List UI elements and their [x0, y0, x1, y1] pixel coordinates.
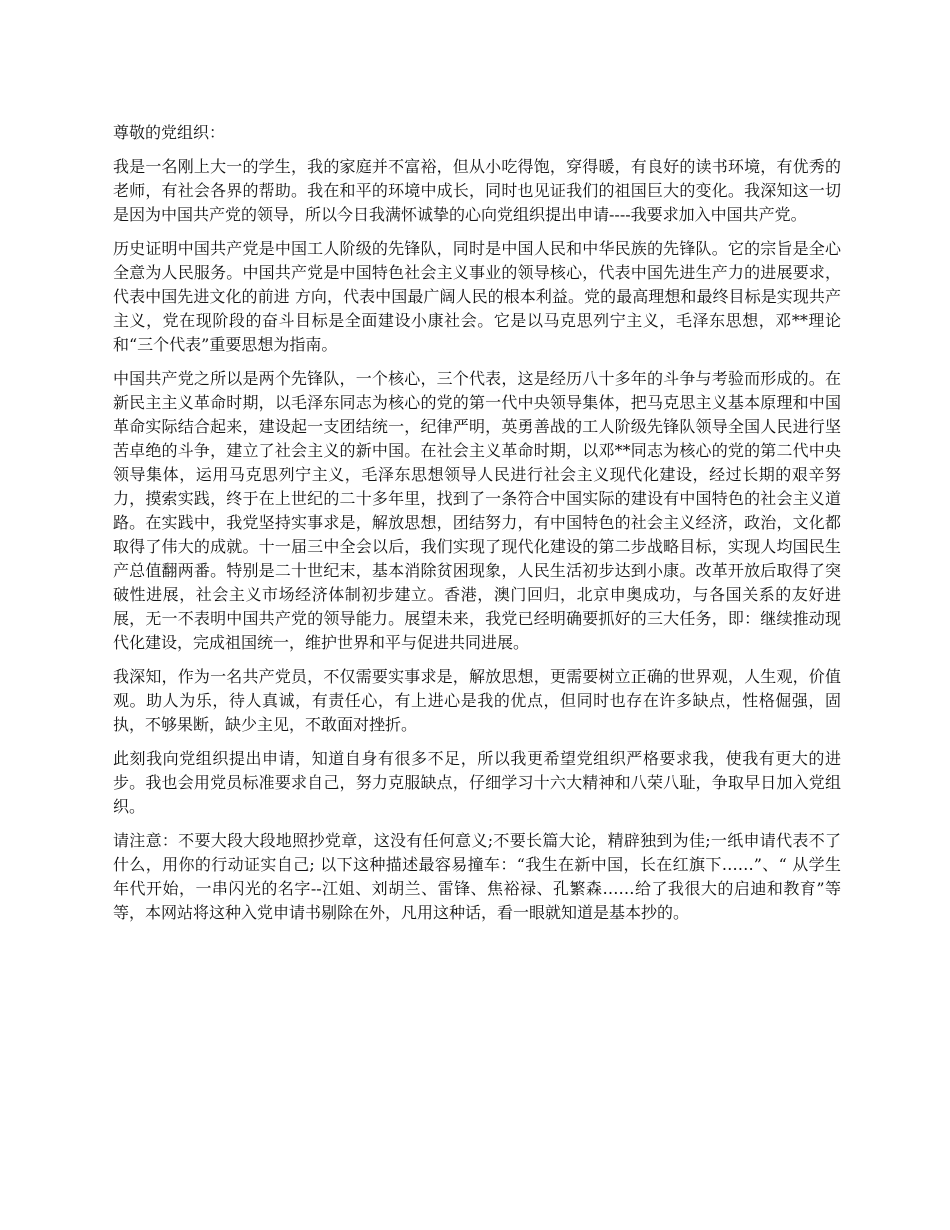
paragraph-party-achievements: 中国共产党之所以是两个先锋队，一个核心，三个代表，这是经历八十多年的斗争与考验而形成的。在新民主主义革命时期，以毛泽东同志为核心的党的第一代中央领导集体，把马克思主义基本原理和中国革命实际结合起来，建设起一支团结统一，纪律严明，英勇善战的工人阶级先锋队领导全国人民进行坚苦卓绝的斗争，建立了社会主义的新中国。在社会主义革命时期，以邓**同志为核心的党的第二代中央领导集体，运用马克思列宁主义，毛泽东思想领导人民进行社会主义现代化建设，经过长期的艰辛努力，摸索实践，终于在上世纪的二十多年里，找到了一条符合中国实际的建设有中国特色的社会主义道路。在实践中，我党坚持实事求是，解放思想，团结努力，有中国特色的社会主义经济，政治，文化都取得了伟大的成就。十一届三中全会以后，我们实现了现代化建设的第二步战略目标，实现人均国民生产总值翻两番。特别是二十世纪末，基本消除贫困现象，人民生活初步达到小康。改革开放后取得了突破性进展，社会主义市场经济体制初步建立。香港，澳门回归，北京申奥成功，与各国关系的友好进展，无一不表明中国共产党的领导能力。展望未来，我党已经明确要抓好的三大任务，即：继续推动现代化建设，完成祖国统一，维护世界和平与促进共同进展。 — [113, 369, 841, 652]
paragraph-party-history: 历史证明中国共产党是中国工人阶级的先锋队，同时是中国人民和中华民族的先锋队。它的宗旨是全心全意为人民服务。中国共产党是中国特色社会主义事业的领导核心，代表中国先进生产力的进展要求，代表中国先进文化的前进 方向，代表中国最广阔人民的根本利益。党的最高理想和最终目标是实现共产主义，党在现阶段的奋斗目标是全面建设小康社会。它是以马克思列宁主义，毛泽东思想，邓**理论和“三个代表”重要思想为指南。 — [113, 239, 841, 354]
paragraph-self-assessment: 我深知，作为一名共产党员，不仅需要实事求是，解放思想，更需要树立正确的世界观，人生观，价值观。助人为乐，待人真诚，有责任心，有上进心是我的优点，但同时也存在许多缺点，性格倔强，固执，不够果断，缺少主见，不敢面对挫折。 — [113, 667, 841, 734]
paragraph-intro: 我是一名刚上大一的学生，我的家庭并不富裕，但从小吃得饱，穿得暖，有良好的读书环境，有优秀的老师，有社会各界的帮助。我在和平的环境中成长，同时也见证我们的祖国巨大的变化。我深知这一切是因为中国共产党的领导，所以今日我满怀诚挚的心向党组织提出申请----我要求加入中国共产党。 — [113, 157, 841, 224]
paragraph-application: 此刻我向党组织提出申请，知道自身有很多不足，所以我更希望党组织严格要求我，使我有更大的进步。我也会用党员标准要求自己，努力克服缺点，仔细学习十六大精神和八荣八耻，争取早日加入党组织。 — [113, 749, 841, 816]
paragraph-notice: 请注意：不要大段大段地照抄党章，这没有任何意义;不要长篇大论，精辟独到为佳;一纸申请代表不了什么，用你的行动证实自己; 以下这种描述最容易撞车：“我生在新中国，长在红旗下……”、“ 从学生年代开始，一串闪光的名字--江姐、刘胡兰、雷锋、焦裕禄、孔繁森……给了我很大的启迪和教育”等等，本网站将这种入党申请书剔除在外，凡用这种话，看一眼就知道是基本抄的。 — [113, 831, 841, 922]
salutation: 尊敬的党组织： — [113, 123, 226, 142]
document-page — [113, 121, 841, 935]
